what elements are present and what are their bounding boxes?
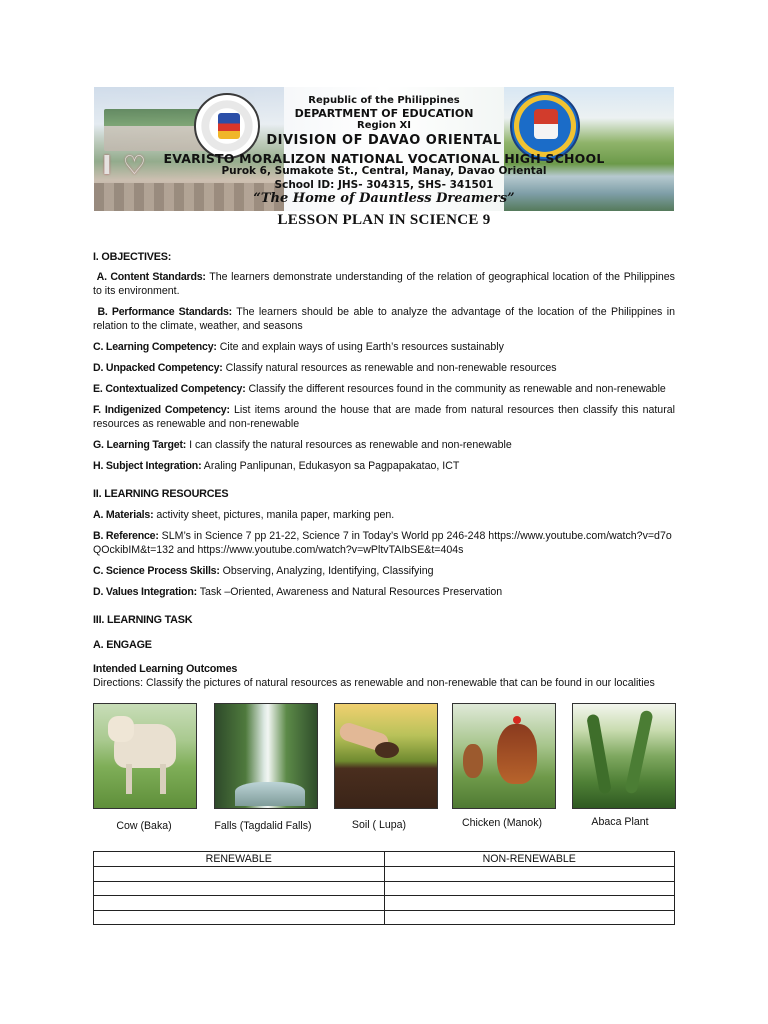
cow-caption: Cow (Baka) <box>116 820 172 832</box>
division-line: DIVISION OF DAVAO ORIENTAL <box>266 133 502 148</box>
contextualized-competency <box>93 382 675 396</box>
soil-photo <box>334 703 438 809</box>
materials-label: A. Materials: <box>93 509 154 521</box>
values-integration-label: D. Values Integration: <box>93 586 197 598</box>
classification-table <box>93 851 675 925</box>
process-skills-text: Observing, Analyzing, Identifying, Classifying <box>222 565 434 577</box>
task-heading: III. LEARNING TASK <box>93 614 193 626</box>
falls-caption: Falls (Tagdalid Falls) <box>214 820 312 832</box>
table-row <box>94 896 675 911</box>
department-line: DEPARTMENT OF EDUCATION <box>294 107 474 120</box>
learning-competency <box>93 340 675 354</box>
republic-line: Republic of the Philippines <box>308 95 460 106</box>
table-cell-renewable[interactable] <box>94 881 385 896</box>
school-id: School ID: JHS- 304315, SHS- 341501 <box>274 179 494 191</box>
table-cell-renewable[interactable] <box>94 910 385 925</box>
school-address: Purok 6, Sumakote St., Central, Manay, Davao Oriental <box>221 165 547 177</box>
learning-target-text: I can classify the natural resources as renewable and non-renewable <box>189 439 512 451</box>
objectives-heading: I. OBJECTIVES: <box>93 251 172 263</box>
subject-integration-text: Araling Panlipunan, Edukasyon sa Pagpapakatao, ICT <box>203 460 460 472</box>
school-name: EVARISTO MORALIZON NATIONAL VOCATIONAL HIGH SCHOOL <box>163 151 605 166</box>
abaca-photo <box>572 703 676 809</box>
chicken-caption: Chicken (Manok) <box>461 817 543 829</box>
table-cell-renewable[interactable] <box>94 896 385 911</box>
subject-integration-label: H. Subject Integration: <box>93 460 202 472</box>
non-renewable-header: NON-RENEWABLE <box>384 852 675 867</box>
values-integration <box>93 585 675 599</box>
photo-letters: I ♡ <box>102 151 148 181</box>
learning-target-label: G. Learning Target: <box>93 439 187 451</box>
learning-target <box>93 438 675 452</box>
table-row <box>94 910 675 925</box>
cow-photo <box>93 703 197 809</box>
resources-heading: II. LEARNING RESOURCES <box>93 488 229 500</box>
reference <box>93 529 675 557</box>
school-motto: “The Home of Dauntless Dreamers” <box>253 191 515 206</box>
materials-text: activity sheet, pictures, manila paper, marking pen. <box>156 509 395 521</box>
unpacked-competency-label: D. Unpacked Competency: <box>93 362 223 374</box>
subject-integration <box>93 459 675 473</box>
reference-label: B. Reference: <box>93 530 159 542</box>
values-integration-text: Task –Oriented, Awareness and Natural Resources Preservation <box>199 586 503 598</box>
process-skills <box>93 564 675 578</box>
learning-competency-text: Cite and explain ways of using Earth’s resources sustainably <box>219 341 504 353</box>
chicken-photo <box>452 703 556 809</box>
content-standards <box>93 270 675 298</box>
unpacked-competency <box>93 361 675 375</box>
performance-standards-text: The learners should be able to analyze the advantage of the location of the Philippines in relation to the climate, weather, and seasons <box>93 306 675 332</box>
abaca-caption: Abaca Plant <box>591 816 649 828</box>
engage-heading: A. ENGAGE <box>93 639 152 651</box>
table-header-row <box>94 852 675 867</box>
indigenized-competency <box>93 403 675 431</box>
region-line: Region XI <box>357 120 411 131</box>
table-cell-non-renewable[interactable] <box>384 910 675 925</box>
waterfall-photo <box>214 703 318 809</box>
outcomes-heading: Intended Learning Outcomes <box>93 663 238 675</box>
unpacked-competency-text: Classify natural resources as renewable and non-renewable resources <box>225 362 557 374</box>
learning-competency-label: C. Learning Competency: <box>93 341 217 353</box>
table-row <box>94 867 675 882</box>
contextualized-competency-text: Classify the different resources found in the community as renewable and non-renewable <box>248 383 666 395</box>
table-row <box>94 881 675 896</box>
table-cell-non-renewable[interactable] <box>384 867 675 882</box>
page-title: LESSON PLAN IN SCIENCE 9 <box>277 212 491 228</box>
reference-text: SLM’s in Science 7 pp 21-22, Science 7 in Today’s World pp 246-248 https://www.youtube.com/watch?v=d7oQOckibIM&t=132 and https://www.youtube.com/watch?v=wPltvTAIbSE&t=404s <box>93 530 672 556</box>
table-cell-renewable[interactable] <box>94 867 385 882</box>
header-banner <box>94 87 674 211</box>
directions: Directions: Classify the pictures of natural resources as renewable and non-renewable that can be found in our localities <box>93 677 655 689</box>
table-cell-non-renewable[interactable] <box>384 896 675 911</box>
contextualized-competency-label: E. Contextualized Competency: <box>93 383 246 395</box>
content-standards-label: A. Content Standards: <box>96 271 206 283</box>
indigenized-competency-text: List items around the house that are made from natural resources then classify this natural resources as renewable and non-renewable <box>93 404 675 430</box>
table-cell-non-renewable[interactable] <box>384 881 675 896</box>
soil-caption: Soil ( Lupa) <box>351 819 407 831</box>
indigenized-competency-label: F. Indigenized Competency: <box>93 404 230 416</box>
renewable-header: RENEWABLE <box>94 852 385 867</box>
performance-standards <box>93 305 675 333</box>
materials <box>93 508 675 522</box>
performance-standards-label: B. Performance Standards: <box>97 306 232 318</box>
content-standards-text: The learners demonstrate understanding of the relation of geographical location of the Philippines to its environment. <box>93 271 675 297</box>
process-skills-label: C. Science Process Skills: <box>93 565 220 577</box>
